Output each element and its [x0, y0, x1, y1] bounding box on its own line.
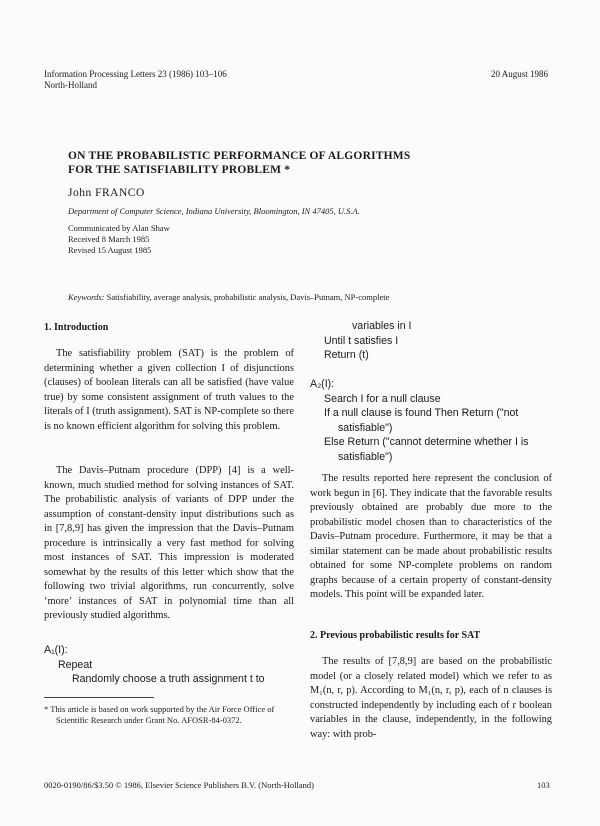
algorithm-a2-line: satisfiable"): [338, 450, 393, 463]
communicated-by: Communicated by Alan Shaw: [68, 223, 170, 233]
issue-date: 20 August 1986: [491, 69, 549, 79]
section-1-heading: 1. Introduction: [44, 322, 109, 333]
footnote: * This article is based on work supported by the Air Force Office of Scientific Research under Grant No. AFOSR-84-0372.: [44, 704, 275, 725]
algorithm-a2-line: If a null clause is found Then Return ("not: [324, 407, 519, 419]
algorithm-a2-line: Else Return ("cannot determine whether I is: [324, 436, 529, 448]
keywords-label: Keywords:: [68, 292, 105, 302]
publisher: North-Holland: [44, 80, 97, 90]
algorithm-a1-line: Randomly choose a truth assignment t to: [72, 673, 265, 685]
algorithm-a1-line: Until t satisfies I: [324, 334, 399, 347]
communication-info: [68, 223, 170, 256]
algorithm-a2: [310, 377, 529, 464]
section-2-heading: 2. Previous probabilistic results for SAT: [310, 630, 481, 641]
copyright-line: 0020-0190/86/$3.50 © 1986, Elsevier Science Publishers B.V. (North-Holland): [44, 780, 315, 790]
algorithm-a1-continued: [310, 319, 411, 363]
received-date: Received 8 March 1985: [68, 234, 150, 244]
paper-title-line-2: FOR THE SATISFIABILITY PROBLEM *: [68, 164, 291, 176]
intro-paragraph-2: The Davis–Putnam procedure (DPP) [4] is a well-known, much studied method for solving instances of SAT. The probabilistic analysis of variants of DPP under the assumption of constant-density input distributions such as in [7,8,9] has given the impression that the Davis–Putnam procedure is intrinsically a very fast method for solving most instances of SAT. This impression is moderated somewhat by the results of this letter which show that the following two trivial algorithms, run concurrently, solve ‘more’ instances of SAT in polynomial time than all previously studied algorithms.: [44, 465, 294, 621]
paper-title-line-1: ON THE PROBABILISTIC PERFORMANCE OF ALGORITHMS: [68, 150, 411, 162]
algorithm-a1-line: variables in I: [352, 320, 412, 332]
algorithm-a1-name: A₁(I):: [44, 644, 68, 656]
algorithm-a2-name: A₂(I):: [310, 378, 335, 390]
author-affiliation: Department of Computer Science, Indiana University, Bloomington, IN 47405, U.S.A.: [68, 206, 360, 216]
keywords-text: Satisfiability, average analysis, probabilistic analysis, Davis–Putnam, NP-complete: [106, 292, 390, 302]
revised-date: Revised 15 August 1985: [68, 245, 152, 255]
algorithm-a2-line: satisfiable"): [338, 421, 393, 434]
page-number: 103: [537, 780, 550, 790]
footnote-rule: [44, 697, 154, 698]
journal-citation: Information Processing Letters 23 (1986) 103–106: [44, 69, 227, 79]
intro-paragraph-1: The satisfiability problem (SAT) is the problem of determining whether a given collection I of disjunctions (clauses) of boolean literals can all be satisfied (have value true) by some consistent assignment of truth values to the literals of I (truth assignment). SAT is NP-complete so there is no known efficient algorithm for solving this problem.: [44, 348, 294, 432]
algorithm-a1-line: Return (t): [324, 349, 369, 361]
algorithm-a1: [44, 643, 265, 687]
algorithm-a1-line: Repeat: [58, 658, 93, 671]
results-paragraph: The results reported here represent the conclusion of work begun in [6]. They indicate that the favorable results previously obtained are probably due more to the probabilistic model chosen than to characteristics of the Davis–Putnam procedure. Furthermore, it may be that a similar statement can be made about probabilistic results obtained for some NP-complete problems on random graphs because of a certain property of constant-density models. This point will be expanded later.: [310, 473, 552, 600]
algorithm-a2-line: Search I for a null clause: [324, 392, 441, 405]
author-name: John FRANCO: [68, 187, 145, 199]
section-2-paragraph: The results of [7,8,9] are based on the probabilistic model (or a closely related model) which we refer to as M₁(n, r, p). According to M₁(n, r, p), each of n clauses is constructed independently by including each of r boolean variables in the clause, independently, in the following way: with prob-: [310, 656, 552, 740]
keywords: [68, 292, 389, 302]
